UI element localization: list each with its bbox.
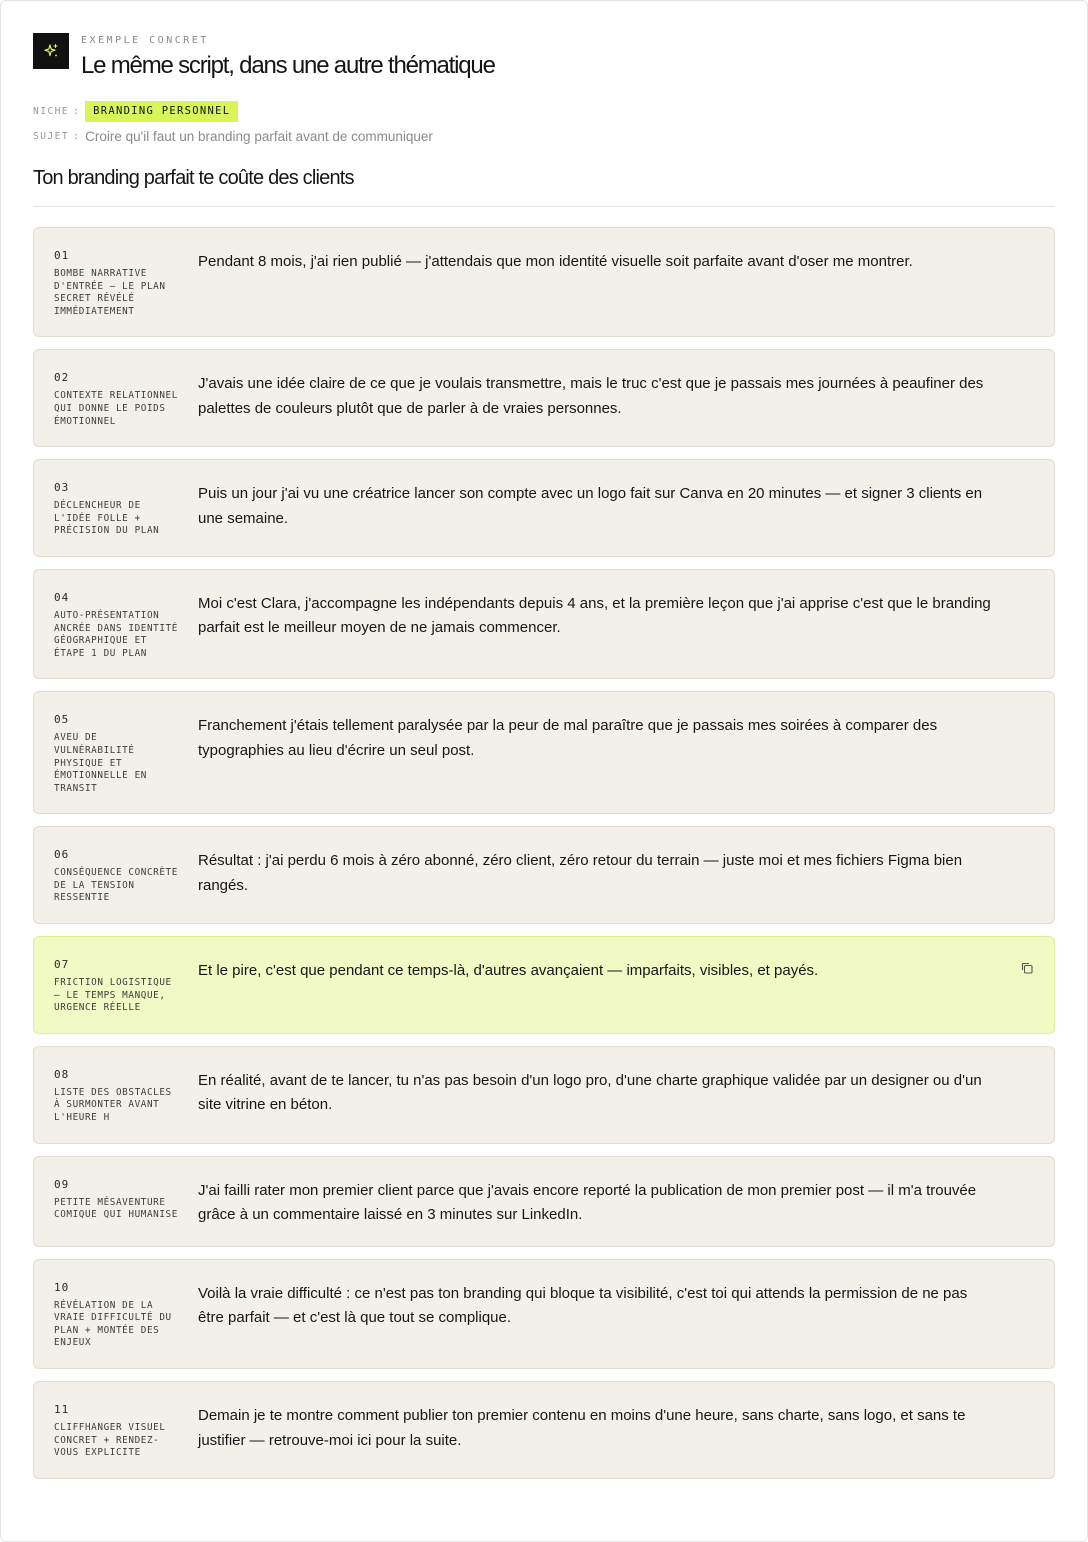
header xyxy=(33,33,495,80)
step-list xyxy=(33,227,1055,1491)
step-label: BOMBE NARRATIVE D'ENTRÉE — LE PLAN SECRET RÉVÉLÉ IMMÉDIATEMENT xyxy=(54,268,166,317)
step-meta xyxy=(54,959,198,1015)
step-text: En réalité, avant de te lancer, tu n'as pas besoin d'un logo pro, d'une charte graphique validée par un designer ou d'un site vitrine en béton. xyxy=(198,1071,982,1114)
step-label: FRICTION LOGISTIQUE — LE TEMPS MANQUE, URGENCE RÉELLE xyxy=(54,977,172,1014)
step-text: Pendant 8 mois, j'ai rien publié — j'attendais que mon identité visuelle soit parfaite avant d'oser me montrer. xyxy=(198,253,913,270)
header-text xyxy=(81,33,495,80)
copy-icon[interactable] xyxy=(1020,961,1034,975)
step-number: 04 xyxy=(54,590,70,604)
step-number: 06 xyxy=(54,848,70,862)
step-text: Moi c'est Clara, j'accompagne les indépendants depuis 4 ans, et la première leçon que j'ai apprise c'est que le branding parfait est le meilleur moyen de ne jamais commencer. xyxy=(198,594,991,637)
step-card[interactable] xyxy=(33,459,1055,557)
niche-row xyxy=(33,100,433,122)
step-meta xyxy=(54,250,198,318)
step-card[interactable] xyxy=(33,349,1055,447)
subject-value: Croire qu'il faut un branding parfait avant de communiquer xyxy=(85,128,433,144)
step-text: Demain je te montre comment publier ton premier contenu en moins d'une heure, sans charte, sans logo, et sans te justifier — retrouve-moi ici pour la suite. xyxy=(198,1407,966,1449)
step-meta xyxy=(54,482,198,538)
step-card[interactable] xyxy=(33,936,1055,1034)
step-text: Et le pire, c'est que pendant ce temps-là, d'autres avançaient — imparfaits, visibles, et payés. xyxy=(198,962,819,980)
eyebrow: EXEMPLE CONCRET xyxy=(81,35,209,46)
step-label: AUTO-PRÉSENTATION ANCRÉE DANS IDENTITÉ GÉOGRAPHIQUE ET ÉTAPE 1 DU PLAN xyxy=(54,609,178,659)
niche-badge: BRANDING PERSONNEL xyxy=(85,101,238,122)
step-label: DÉCLENCHEUR DE L'IDÉE FOLLE + PRÉCISION DU PLAN xyxy=(54,500,160,537)
step-number: 05 xyxy=(54,713,70,727)
subject-row xyxy=(33,125,433,147)
script-title: Ton branding parfait te coûte des clients xyxy=(33,167,354,189)
subject-separator: : xyxy=(73,130,80,142)
step-meta xyxy=(54,1179,198,1228)
subject-key: SUJET xyxy=(33,130,70,142)
step-number: 09 xyxy=(54,1177,70,1191)
step-card[interactable] xyxy=(33,1156,1055,1247)
step-number: 01 xyxy=(54,249,70,262)
step-meta xyxy=(54,1069,198,1125)
step-number: 07 xyxy=(54,958,70,972)
step-label: AVEU DE VULNÉRABILITÉ PHYSIQUE ET ÉMOTIONNELLE EN TRANSIT xyxy=(54,732,147,794)
step-number: 02 xyxy=(54,371,70,385)
step-text: Résultat : j'ai perdu 6 mois à zéro abonné, zéro client, zéro retour du terrain — juste moi et mes fichiers Figma bien rangés. xyxy=(198,852,963,894)
step-label: CONSÉQUENCE CONCRÈTE DE LA TENSION RESSENTIE xyxy=(54,867,178,904)
step-meta xyxy=(54,714,198,795)
step-label: LISTE DES OBSTACLES À SURMONTER AVANT L'HEURE H xyxy=(54,1086,172,1124)
step-text: Puis un jour j'ai vu une créatrice lancer son compte avec un logo fait sur Canva en 20 minutes — et signer 3 clients en une semaine. xyxy=(198,485,983,527)
step-card[interactable] xyxy=(33,227,1055,337)
step-number: 03 xyxy=(54,481,70,495)
step-number: 10 xyxy=(54,1280,70,1294)
step-card[interactable] xyxy=(33,1259,1055,1369)
step-meta xyxy=(54,1282,198,1350)
step-card[interactable] xyxy=(33,569,1055,679)
step-label: CONTEXTE RELATIONNEL QUI DONNE LE POIDS ÉMOTIONNEL xyxy=(54,390,178,427)
step-label: RÉVÉLATION DE LA VRAIE DIFFICULTÉ DU PLAN + MONTÉE DES ENJEUX xyxy=(54,1299,172,1349)
step-card[interactable] xyxy=(33,826,1055,924)
step-label: PETITE MÉSAVENTURE COMIQUE QUI HUMANISE xyxy=(54,1196,178,1221)
niche-separator: : xyxy=(73,105,80,117)
step-text: J'avais une idée claire de ce que je voulais transmettre, mais le truc c'est que je passais mes journées à peaufiner des palettes de couleurs plutôt que de parler à de vraies personnes. xyxy=(198,375,984,417)
step-card[interactable] xyxy=(33,1381,1055,1479)
meta-block xyxy=(33,100,433,147)
step-card[interactable] xyxy=(33,1046,1055,1144)
step-card[interactable] xyxy=(33,691,1055,814)
step-text: Franchement j'étais tellement paralysée par la peur de mal paraître que je passais mes soirées à comparer des typographies au lieu d'écrire un seul post. xyxy=(198,717,938,759)
step-meta xyxy=(54,849,198,905)
step-number: 11 xyxy=(54,1403,70,1416)
step-number: 08 xyxy=(54,1067,70,1081)
niche-key: NICHE xyxy=(33,105,70,117)
divider xyxy=(33,206,1055,207)
sparkle-icon xyxy=(33,33,69,69)
step-text: Voilà la vraie difficulté : ce n'est pas ton branding qui bloque ta visibilité, c'est toi qui attends la permission de ne pas être parfait — et c'est là que tout se complique. xyxy=(198,1284,968,1327)
step-label: CLIFFHANGER VISUEL CONCRET + RENDEZ-VOUS EXPLICITE xyxy=(54,1422,166,1459)
step-meta xyxy=(54,1404,198,1460)
step-meta xyxy=(54,372,198,428)
step-meta xyxy=(54,592,198,660)
step-text: J'ai failli rater mon premier client parce que j'avais encore reporté la publication de mon premier post — il m'a trouvée grâce à un commentaire laissé en 3 minutes sur LinkedIn. xyxy=(198,1181,977,1224)
page-title: Le même script, dans une autre thématique xyxy=(81,52,495,79)
